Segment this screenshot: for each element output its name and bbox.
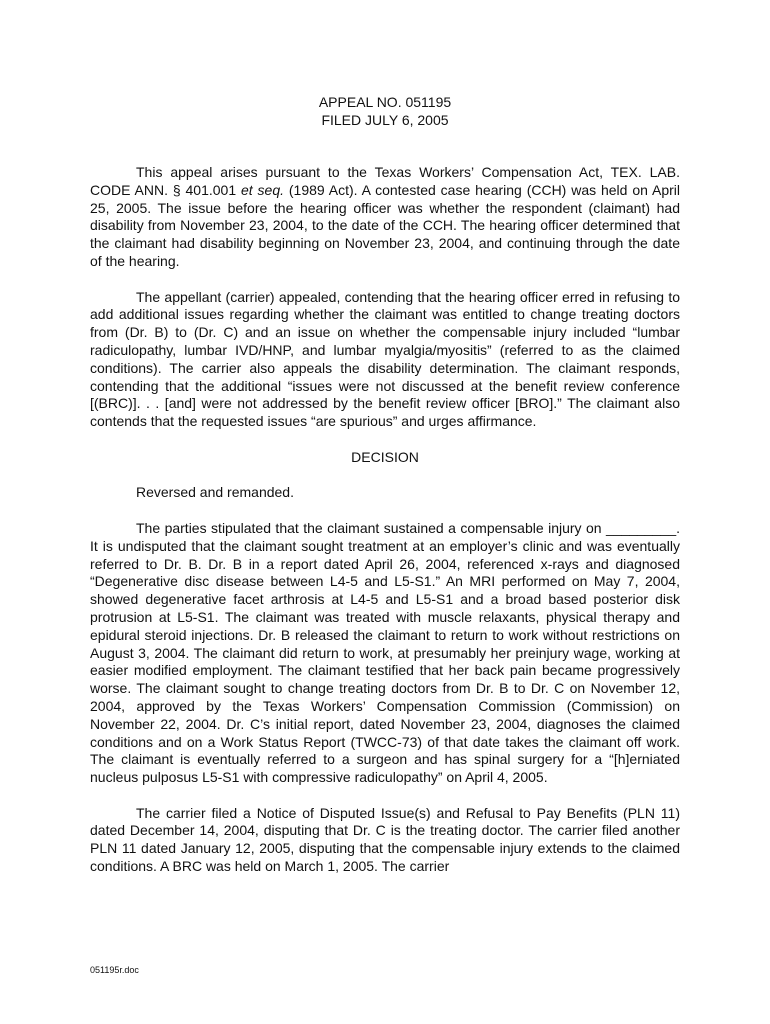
document-header	[90, 93, 680, 129]
paragraph-carrier: The carrier filed a Notice of Disputed Issue(s) and Refusal to Pay Benefits (PLN 11) dated December 14, 2004, disputing that Dr. C is the treating doctor. The carrier filed another PLN 11 dated January 12, 2005, disputing that the compensable injury extends to the claimed conditions. A BRC was held on March 1, 2005. The carrier	[90, 804, 680, 875]
document-body	[90, 164, 680, 876]
paragraph-introduction	[90, 164, 680, 271]
intro-text-start: This appeal arises pursuant to the Texas Workers’ Compensation Act, TEX. LAB. CODE ANN. § 401.001	[90, 164, 680, 198]
intro-text-end: (1989 Act). A contested case hearing (CCH) was held on April 25, 2005. The issue before the hearing officer was whether the respondent (claimant) had disability from November 23, 2004, to the date of the CCH. The hearing officer determined that the claimant had disability beginning on November 23, 2004, and continuing through the date of the hearing.	[90, 181, 680, 269]
paragraph-facts: The parties stipulated that the claimant sustained a compensable injury on _________. It is undisputed that the claimant sought treatment at an employer’s clinic and was eventually referred to Dr. B. Dr. B in a report dated April 26, 2004, referenced x-rays and diagnosed “Degenerative disc disease between L4-5 and L5-S1.” An MRI performed on May 7, 2004, showed degenerative facet arthrosis at L4-5 and L5-S1 and a broad based posterior disk protrusion at L5-S1. The claimant was treated with muscle relaxants, physical therapy and epidural steroid injections. Dr. B released the claimant to return to work without restrictions on August 3, 2004. The claimant did return to work, at presumably her preinjury wage, working at easier modified employment. The claimant testified that her back pain became progressively worse. The claimant sought to change treating doctors from Dr. B to Dr. C on November 12, 2004, approved by the Texas Workers’ Compensation Commission (Commission) on November 22, 2004. Dr. C’s initial report, dated November 23, 2004, diagnoses the claimed conditions and on a Work Status Report (TWCC-73) of that date takes the claimant off work. The claimant is eventually referred to a surgeon and has spinal surgery for a “[h]erniated nucleus pulposus L5-S1 with compressive radiculopathy” on April 4, 2005.	[90, 519, 680, 786]
appeal-number: APPEAL NO. 051195	[318, 94, 452, 110]
decision-heading: DECISION	[351, 448, 419, 465]
disposition: Reversed and remanded.	[136, 484, 294, 501]
paragraph-appeal: The appellant (carrier) appealed, contending that the hearing officer erred in refusing to add additional issues regarding whether the claimant was entitled to change treating doctors from (Dr. B) to (Dr. C) and an issue on whether the compensable injury included “lumbar radiculopathy, lumbar IVD/HNP, and lumbar myalgia/myositis” (referred to as the claimed conditions). The carrier also appeals the disability determination. The claimant responds, contending that the additional “issues were not discussed at the benefit review conference [(BRC)]. . . [and] were not addressed by the benefit review officer [BRO].” The claimant also contends that the requested issues “are spurious” and urges affirmance.	[90, 288, 680, 430]
footer-filename: 051195r.doc	[90, 965, 139, 975]
intro-text-et-seq: et seq.	[241, 181, 285, 198]
filed-date: FILED JULY 6, 2005	[321, 112, 449, 128]
